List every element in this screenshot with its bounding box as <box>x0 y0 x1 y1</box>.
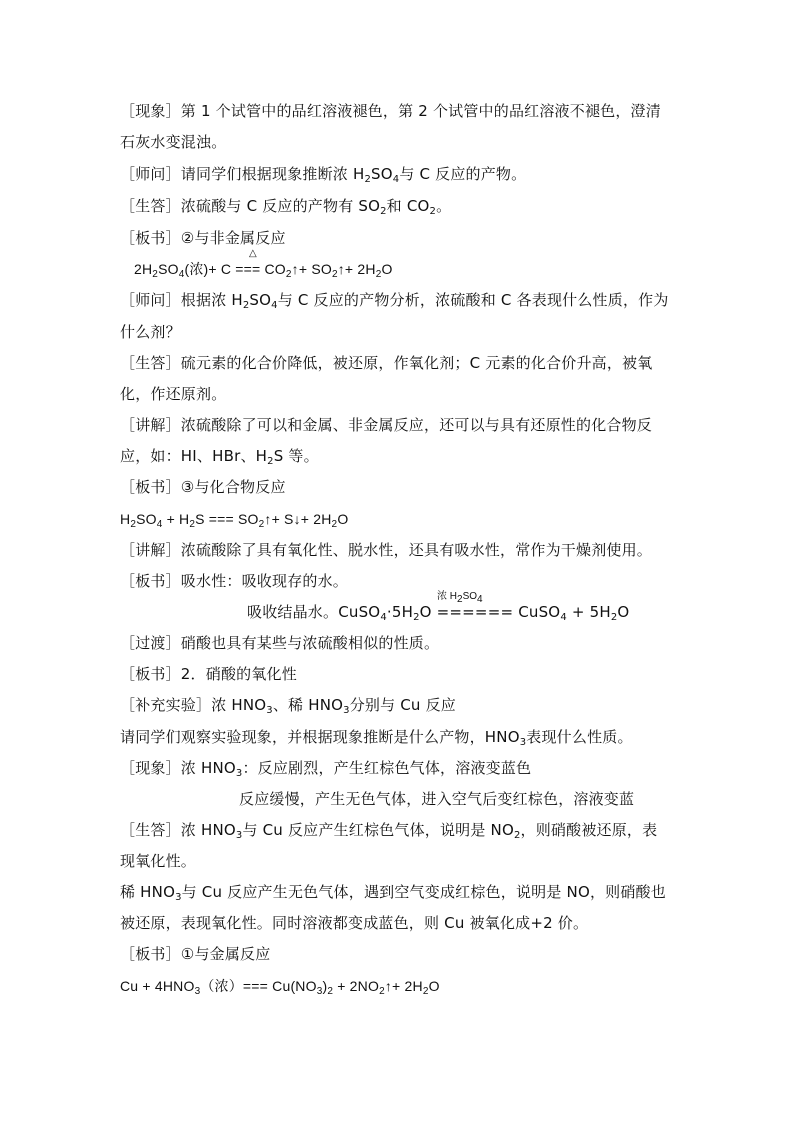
text-line: ［现象］第 1 个试管中的品红溶液褪色，第 2 个试管中的品红溶液不褪色，澄清 <box>120 102 661 120</box>
text-line: 什么剂？ <box>120 323 181 341</box>
text-line: ［讲解］浓硫酸除了可以和金属、非金属反应，还可以与具有还原性的化合物反 <box>120 416 653 434</box>
text-line: 现氧化性。 <box>120 852 197 870</box>
equation-line: $Cu + 4HNO_3$（浓）=== $Cu(NO_3)_2$ + $2NO_2↑+ 2H_2O$ <box>120 978 440 997</box>
text-line: ［板书］③与化合物反应 <box>120 478 286 496</box>
text-line: 请同学们观察实验现象，并根据现象推断是什么产物，$HNO_3$表现什么性质。 <box>120 728 633 748</box>
text-line: 化，作还原剂。 <box>120 385 227 403</box>
text-line: ［板书］2．硝酸的氧化性 <box>120 665 297 683</box>
text-line: ［现象］浓 $HNO_3$：反应剧烈，产生红棕色气体，溶液变蓝色 <box>120 759 532 779</box>
text-line: ［板书］①与金属反应 <box>120 945 271 963</box>
text-line: ［师问］根据浓 $H_2SO_4$与 C 反应的产物分析，浓硫酸和 C 各表现什么性质，作为 <box>120 291 669 311</box>
text-line: ［生答］浓 $HNO_3$与 Cu 反应产生红棕色气体，说明是 $NO_2$，则硝酸被还原，表 <box>120 821 658 841</box>
text-line: ［生答］硫元素的化合价降低，被还原，作氧化剂；C 元素的化合价升高，被氧 <box>120 354 653 372</box>
text-line: ［过渡］硝酸也具有某些与浓硫酸相似的性质。 <box>120 634 440 652</box>
equation-line: 吸收结晶水。$CuSO_4\cdot 5H_2O$ ====== CuSO$_4$ + $5H_2O$ <box>247 603 630 623</box>
text-line: ［补充实验］浓 $HNO_3$、稀 $HNO_3$分别与 Cu 反应 <box>120 696 457 716</box>
text-line: 反应缓慢，产生无色气体，进入空气后变红棕色，溶液变蓝 <box>239 790 635 808</box>
equation-line: $2H_2SO_4$(浓)+ C === $CO_2↑+$ $SO_2↑+ 2H_2O$ <box>134 261 393 280</box>
text-line: ［板书］②与非金属反应 <box>120 229 286 247</box>
text-line: ［师问］请同学们根据现象推断浓 $H_2SO_4$与 C 反应的产物。 <box>120 165 527 185</box>
text-line: 应，如：HI、HBr、$H_2S$ 等。 <box>120 447 319 467</box>
reaction-condition: 浓 $H_2SO_4$ <box>437 591 483 605</box>
text-line: 被还原，表现氧化性。同时溶液都变成蓝色，则 Cu 被氧化成+2 价。 <box>120 914 589 932</box>
heating-symbol: △ <box>249 248 257 259</box>
text-line: ［板书］吸水性：吸收现存的水。 <box>120 572 349 590</box>
equation-line: $H_2SO_4 + H_2S$ === $SO_2↑+$ S↓+ $2H_2O$ <box>120 511 349 530</box>
text-line: 石灰水变混浊。 <box>120 133 227 151</box>
text-line: ［讲解］浓硫酸除了具有氧化性、脱水性，还具有吸水性，常作为干燥剂使用。 <box>120 541 653 559</box>
text-line: ［生答］浓硫酸与 C 反应的产物有 $SO_2$和 $CO_2$。 <box>120 197 452 217</box>
text-line: 稀 $HNO_3$与 Cu 反应产生无色气体，遇到空气变成红棕色，说明是 NO，则硝酸也 <box>120 883 666 903</box>
